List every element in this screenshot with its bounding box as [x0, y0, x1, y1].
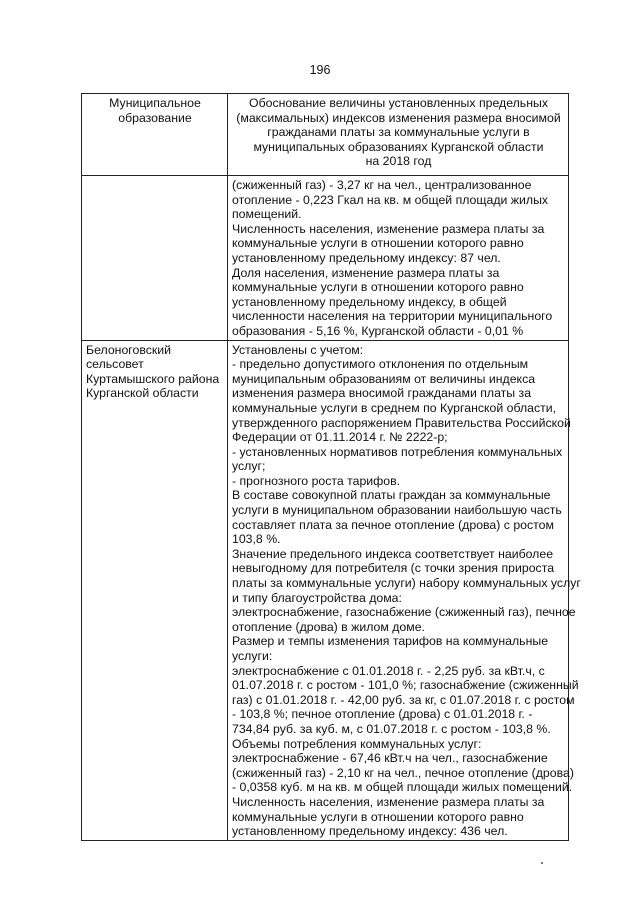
text-line: Установлены с учетом: — [232, 342, 364, 357]
text-line: Численность населения, изменение размера платы за — [232, 221, 545, 236]
text-line: Доля населения, изменение размера платы за — [232, 265, 500, 280]
text-line: муниципальным образованиям от величины индекса — [232, 371, 536, 386]
tariff-index-table — [81, 93, 581, 841]
text-line: установленному предельному индексу: 436 чел. — [232, 824, 508, 839]
text-line: отопление - 0,223 Гкал на кв. м общей площади жилых — [232, 192, 549, 207]
text-line: изменения размера вносимой гражданами платы за — [232, 386, 532, 401]
text-line: Объемы потребления коммунальных услуг: — [232, 736, 482, 751]
header-line: Муниципальное — [109, 96, 201, 110]
text-line: услуги в муниципальном образовании наибольшую часть — [232, 503, 562, 518]
text-line: Размер и темпы изменения тарифов на коммунальные — [232, 634, 549, 649]
text-line: Курганской области — [86, 386, 199, 401]
text-line: отопление (дрова) в жилом доме. — [232, 619, 425, 634]
text-line: услуги: — [232, 649, 273, 663]
text-line: Куртамышского района — [86, 371, 220, 386]
header-line: образование — [118, 110, 192, 125]
text-line: установленному предельному индексу: 87 чел. — [232, 250, 501, 265]
text-line: - 0,0358 куб. м на кв. м общей площади жилых помещений. — [232, 780, 573, 795]
text-line: численности населения на территории муниципального — [232, 309, 553, 324]
text-line: 734,84 руб. за куб. м, с 01.07.2018 г. с ростом - 103,8 %. — [232, 721, 551, 736]
page-number: 196 — [309, 63, 331, 77]
table-header-row — [82, 94, 569, 176]
text-line: услуг; — [232, 459, 266, 474]
text-line: коммунальные услуги в отношении которого равно — [232, 809, 524, 824]
text-line: Численность населения, изменение размера платы за — [232, 794, 545, 809]
text-line: Федерации от 01.11.2014 г. № 2222-р; — [232, 430, 448, 445]
text-line: коммунальные услуги в среднем по Курганской области, — [232, 400, 557, 415]
text-line: коммунальные услуги в отношении которого равно — [232, 280, 524, 295]
header-line: (максимальных) индексов изменения размера вносимой — [236, 110, 561, 125]
text-line: платы за коммунальные услуги) набору коммунальных услуг — [232, 576, 581, 591]
text-line: - предельно допустимого отклонения по отдельным — [232, 357, 529, 372]
text-line: невыгодному для потребителя (с точки зрения прироста — [232, 561, 555, 576]
header-justification — [228, 94, 569, 176]
text-line: - установленных нормативов потребления коммунальных — [232, 444, 563, 459]
text-line: коммунальные услуги в отношении которого равно — [232, 236, 524, 251]
header-line: Обоснование величины установленных предельных — [249, 96, 548, 110]
municipality-cell — [82, 340, 228, 840]
text-line: помещений. — [232, 207, 302, 222]
table-row-continuation — [82, 176, 569, 341]
text-line: Белоноговский — [86, 342, 171, 357]
text-line: электроснабжение - 67,46 кВт.ч на чел., газоснабжение — [232, 751, 548, 766]
text-line: установленному предельному индексу, в общей — [232, 294, 507, 309]
text-line: (сжиженный газ) - 3,27 кг на чел., централизованное — [232, 178, 532, 192]
municipality-cell — [82, 176, 228, 341]
header-municipality — [82, 94, 228, 176]
text-line: 01.07.2018 г. с ростом - 101,0 %; газоснабжение (сжиженный — [232, 678, 579, 693]
header-line: гражданами платы за коммунальные услуги в — [267, 125, 530, 140]
text-line: электроснабжение с 01.01.2018 г. - 2,25 руб. за кВт.ч, с — [232, 663, 545, 678]
text-line: образования - 5,16 %, Курганской области - 0,01 % — [232, 323, 524, 338]
text-line: Значение предельного индекса соответствует наиболее — [232, 546, 554, 561]
text-line: сельсовет — [86, 357, 144, 372]
text-line: составляет плата за печное отопление (дрова) с ростом — [232, 517, 554, 532]
scan-speck — [541, 862, 543, 864]
justification-cell — [228, 340, 581, 840]
text-line: (сжиженный газ) - 2,10 кг на чел., печное отопление (дрова) — [232, 765, 574, 780]
header-line: муниципальных образованиях Курганской области — [253, 139, 544, 154]
text-line: В составе совокупной платы граждан за коммунальные — [232, 488, 551, 503]
text-line: газ) с 01.01.2018 г. - 42,00 руб. за кг, с 01.07.2018 г. с ростом — [232, 692, 575, 707]
text-line: электроснабжение, газоснабжение (сжиженный газ), печное — [232, 605, 576, 620]
header-line: на 2018 год — [365, 154, 432, 169]
text-line: - прогнозного роста тарифов. — [232, 473, 401, 488]
text-line: - 103,8 %; печное отопление (дрова) с 01.01.2018 г. - — [232, 707, 533, 722]
text-line: утвержденного распоряжением Правительства Российской — [232, 415, 571, 430]
justification-cell — [228, 176, 569, 341]
text-line: 103,8 %. — [232, 532, 281, 547]
table-row-belonogovsky — [82, 340, 569, 840]
text-line: и типу благоустройства дома: — [232, 590, 402, 605]
